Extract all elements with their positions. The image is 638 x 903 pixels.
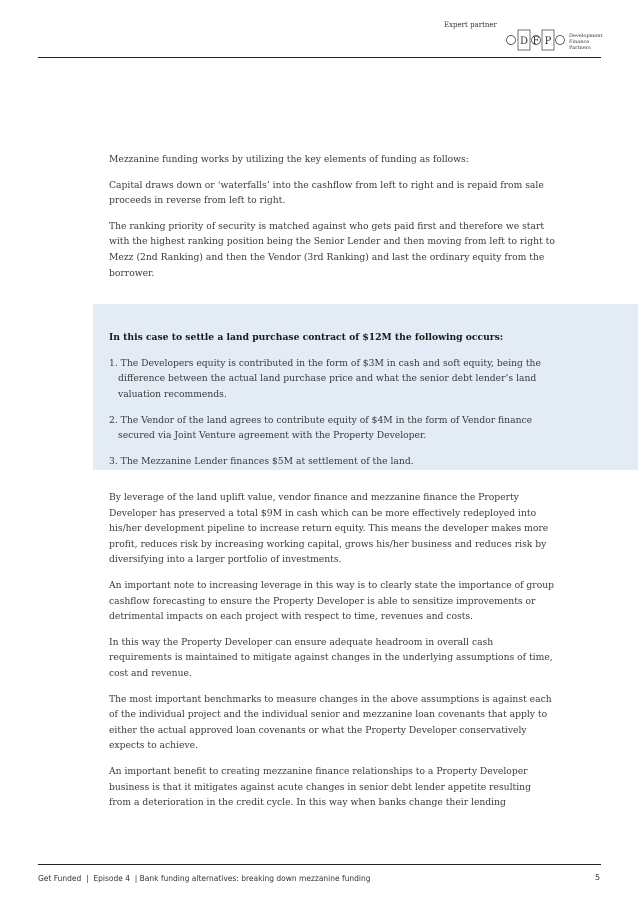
logo-word-2: Finance [569, 39, 590, 45]
body-paragraph-5: An important benefit to creating mezzanine finance relationships to a Property Developer business is that it mitigates against acute changes in senior debt lender appetite resulting from a deterioration in the credit cycle. In this way when banks change their lending [109, 765, 531, 809]
footer-divider [38, 864, 601, 865]
body-paragraph-3: In this way the Property Developer can ensure adequate headroom in overall cash requirements is maintained to mitigate against changes in the underlying assumptions of time, cost and revenue. [109, 636, 553, 679]
body-paragraph-4: The most important benchmarks to measure changes in the above assumptions is against each of the individual project and the individual senior and mezzanine loan covenants that apply to either the actual approved loan covenants or what the Property Developer conservatively expects to achieve. [109, 693, 552, 752]
header-expert-label: Expert partner [444, 21, 497, 29]
logo-word-1: Development [569, 33, 603, 39]
footer-text: Get Funded | Episode 4 | Bank funding alternatives: breaking down mezzanine funding [38, 874, 371, 883]
intro-paragraph-1: Mezzanine funding works by utilizing the key elements of funding as follows: [109, 154, 469, 165]
callout-item-3: 3. The Mezzanine Lender finances $5M at settlement of the land. [109, 455, 414, 467]
logo-letter-p: P [544, 36, 552, 47]
logo-words [569, 33, 603, 51]
callout-heading: In this case to settle a land purchase contract of $12M the following occurs: [109, 332, 504, 344]
logo-word-3: Partners [569, 45, 591, 51]
body-paragraph-2: An important note to increasing leverage in this way is to clearly state the importance of group cashflow forecasting to ensure the Property Developer is able to sensitize improvements or detrimental impacts on each project with respect to time, revenues and costs. [109, 579, 555, 623]
logo-letter-f: F [532, 36, 540, 47]
callout-item-2: 2. The Vendor of the land agrees to contribute equity of $4M in the form of Vendor finance secured via Joint Venture agreement with the Property Developer. [109, 414, 533, 442]
intro-paragraph-3: The ranking priority of security is matched against who gets paid first and therefore we start with the highest ranking position being the Senior Lender and then moving from left to right to Mezz (2nd Ranking) and then the Vendor (3rd Ranking) and last the ordinary equity from the borrower. [109, 220, 555, 279]
intro-paragraph-2: Capital draws down or ‘waterfalls’ into the cashflow from left to right and is repaid from sale proceeds in reverse from left to right. [109, 179, 544, 207]
logo-letter-d: D [519, 36, 529, 47]
callout-box [93, 304, 638, 470]
callout-item-1: 1. The Developers equity is contributed in the form of $3M in cash and soft equity, being the difference between the actual land purchase price and what the senior debt lender’s land valuation recommends. [109, 357, 541, 400]
body-section [109, 490, 555, 821]
page-number: 5 [595, 873, 601, 882]
header-divider [38, 57, 601, 58]
body-paragraph-1: By leverage of the land uplift value, vendor finance and mezzanine finance the Property Developer has preserved a total $9M in cash which can be more effectively redeployed into his/her development pipeline to increase return equity. This means the developer makes more profit, reduces risk by increasing working capital, grows his/her business and reduces risk by diversifying into a larger portfolio of investments. [109, 492, 549, 566]
intro-section [109, 152, 555, 291]
dfp-logo [505, 27, 567, 53]
